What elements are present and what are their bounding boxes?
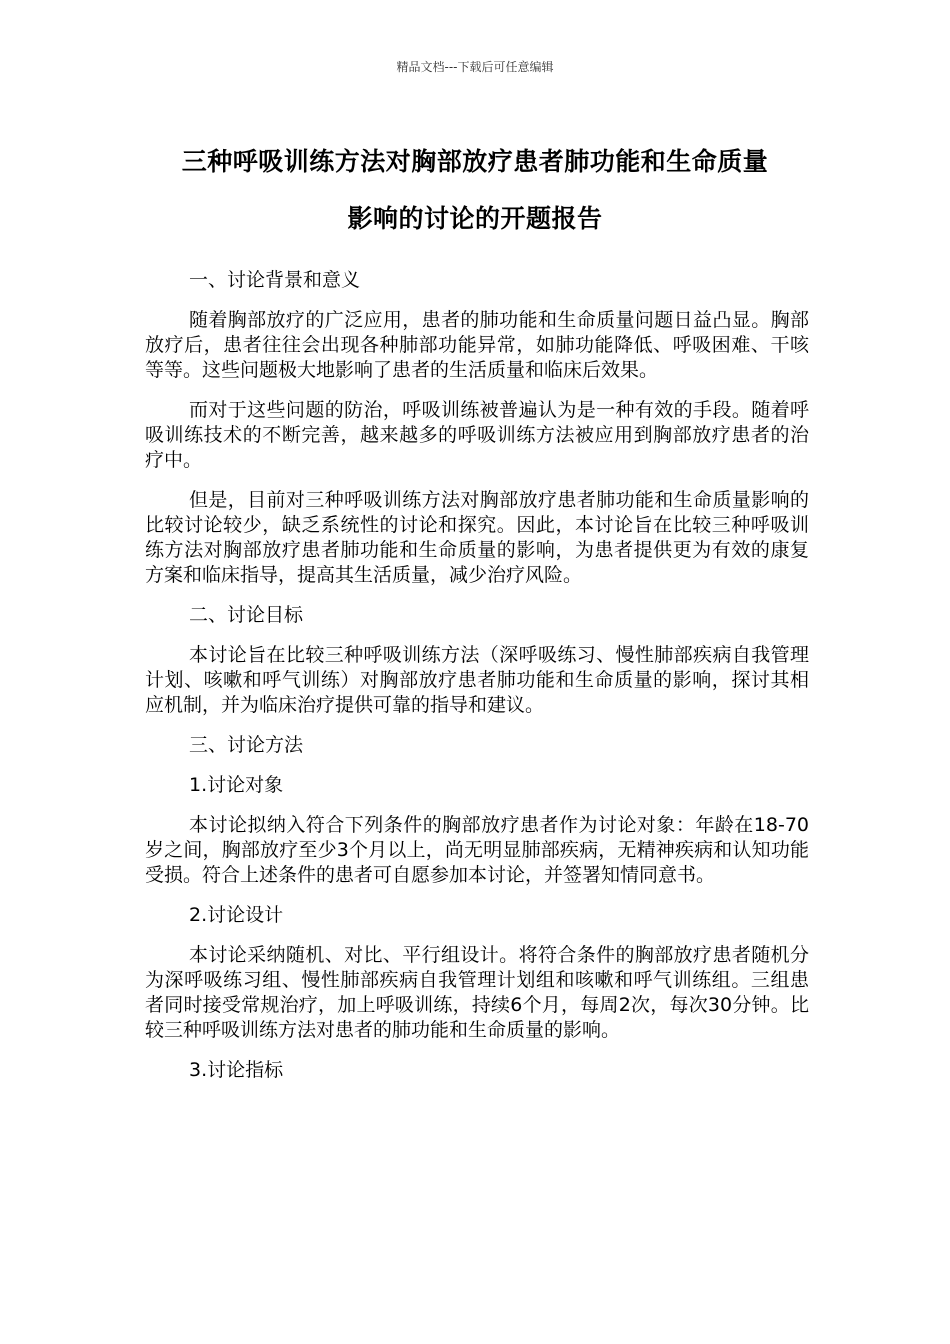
title-line-1: 三种呼吸训练方法对胸部放疗患者肺功能和生命质量 bbox=[181, 147, 769, 176]
section-heading-goals: 二、讨论目标 bbox=[189, 604, 304, 626]
document-body bbox=[145, 268, 809, 1098]
section-heading-methods: 三、讨论方法 bbox=[189, 734, 304, 756]
title-line-2: 影响的讨论的开题报告 bbox=[347, 204, 603, 233]
paragraph: 本讨论拟纳入符合下列条件的胸部放疗患者作为讨论对象：年龄在18-70岁之间，胸部放疗至少3个月以上，尚无明显肺部疾病，无精神疾病和认知功能受损。符合上述条件的患者可自愿参加本讨论，并签署知情同意书。 bbox=[145, 814, 809, 886]
subsection-heading-subjects: 1.讨论对象 bbox=[189, 774, 284, 796]
section-heading-background: 一、讨论背景和意义 bbox=[189, 269, 361, 291]
subsection-heading-indicators: 3.讨论指标 bbox=[189, 1059, 284, 1081]
paragraph: 随着胸部放疗的广泛应用，患者的肺功能和生命质量问题日益凸显。胸部放疗后，患者往往会出现各种肺部功能异常，如肺功能降低、呼吸困难、干咳等等。这些问题极大地影响了患者的生活质量和临床后效果。 bbox=[145, 309, 809, 381]
subsection-heading-design: 2.讨论设计 bbox=[189, 904, 284, 926]
paragraph: 本讨论旨在比较三种呼吸训练方法（深呼吸练习、慢性肺部疾病自我管理计划、咳嗽和呼气训练）对胸部放疗患者肺功能和生命质量的影响，探讨其相应机制，并为临床治疗提供可靠的指导和建议。 bbox=[145, 644, 809, 716]
paragraph: 而对于这些问题的防治，呼吸训练被普遍认为是一种有效的手段。随着呼吸训练技术的不断完善，越来越多的呼吸训练方法被应用到胸部放疗患者的治疗中。 bbox=[145, 399, 809, 471]
paragraph: 但是，目前对三种呼吸训练方法对胸部放疗患者肺功能和生命质量影响的比较讨论较少，缺乏系统性的讨论和探究。因此，本讨论旨在比较三种呼吸训练方法对胸部放疗患者肺功能和生命质量的影响，为患者提供更为有效的康复方案和临床指导，提高其生活质量，减少治疗风险。 bbox=[145, 489, 809, 586]
document-title bbox=[130, 133, 820, 247]
page-header-note: 精品文档---下载后可任意编辑 bbox=[396, 60, 554, 74]
paragraph: 本讨论采纳随机、对比、平行组设计。将符合条件的胸部放疗患者随机分为深呼吸练习组、慢性肺部疾病自我管理计划组和咳嗽和呼气训练组。三组患者同时接受常规治疗，加上呼吸训练，持续6个月，每周2次，每次30分钟。比较三种呼吸训练方法对患者的肺功能和生命质量的影响。 bbox=[145, 944, 809, 1041]
